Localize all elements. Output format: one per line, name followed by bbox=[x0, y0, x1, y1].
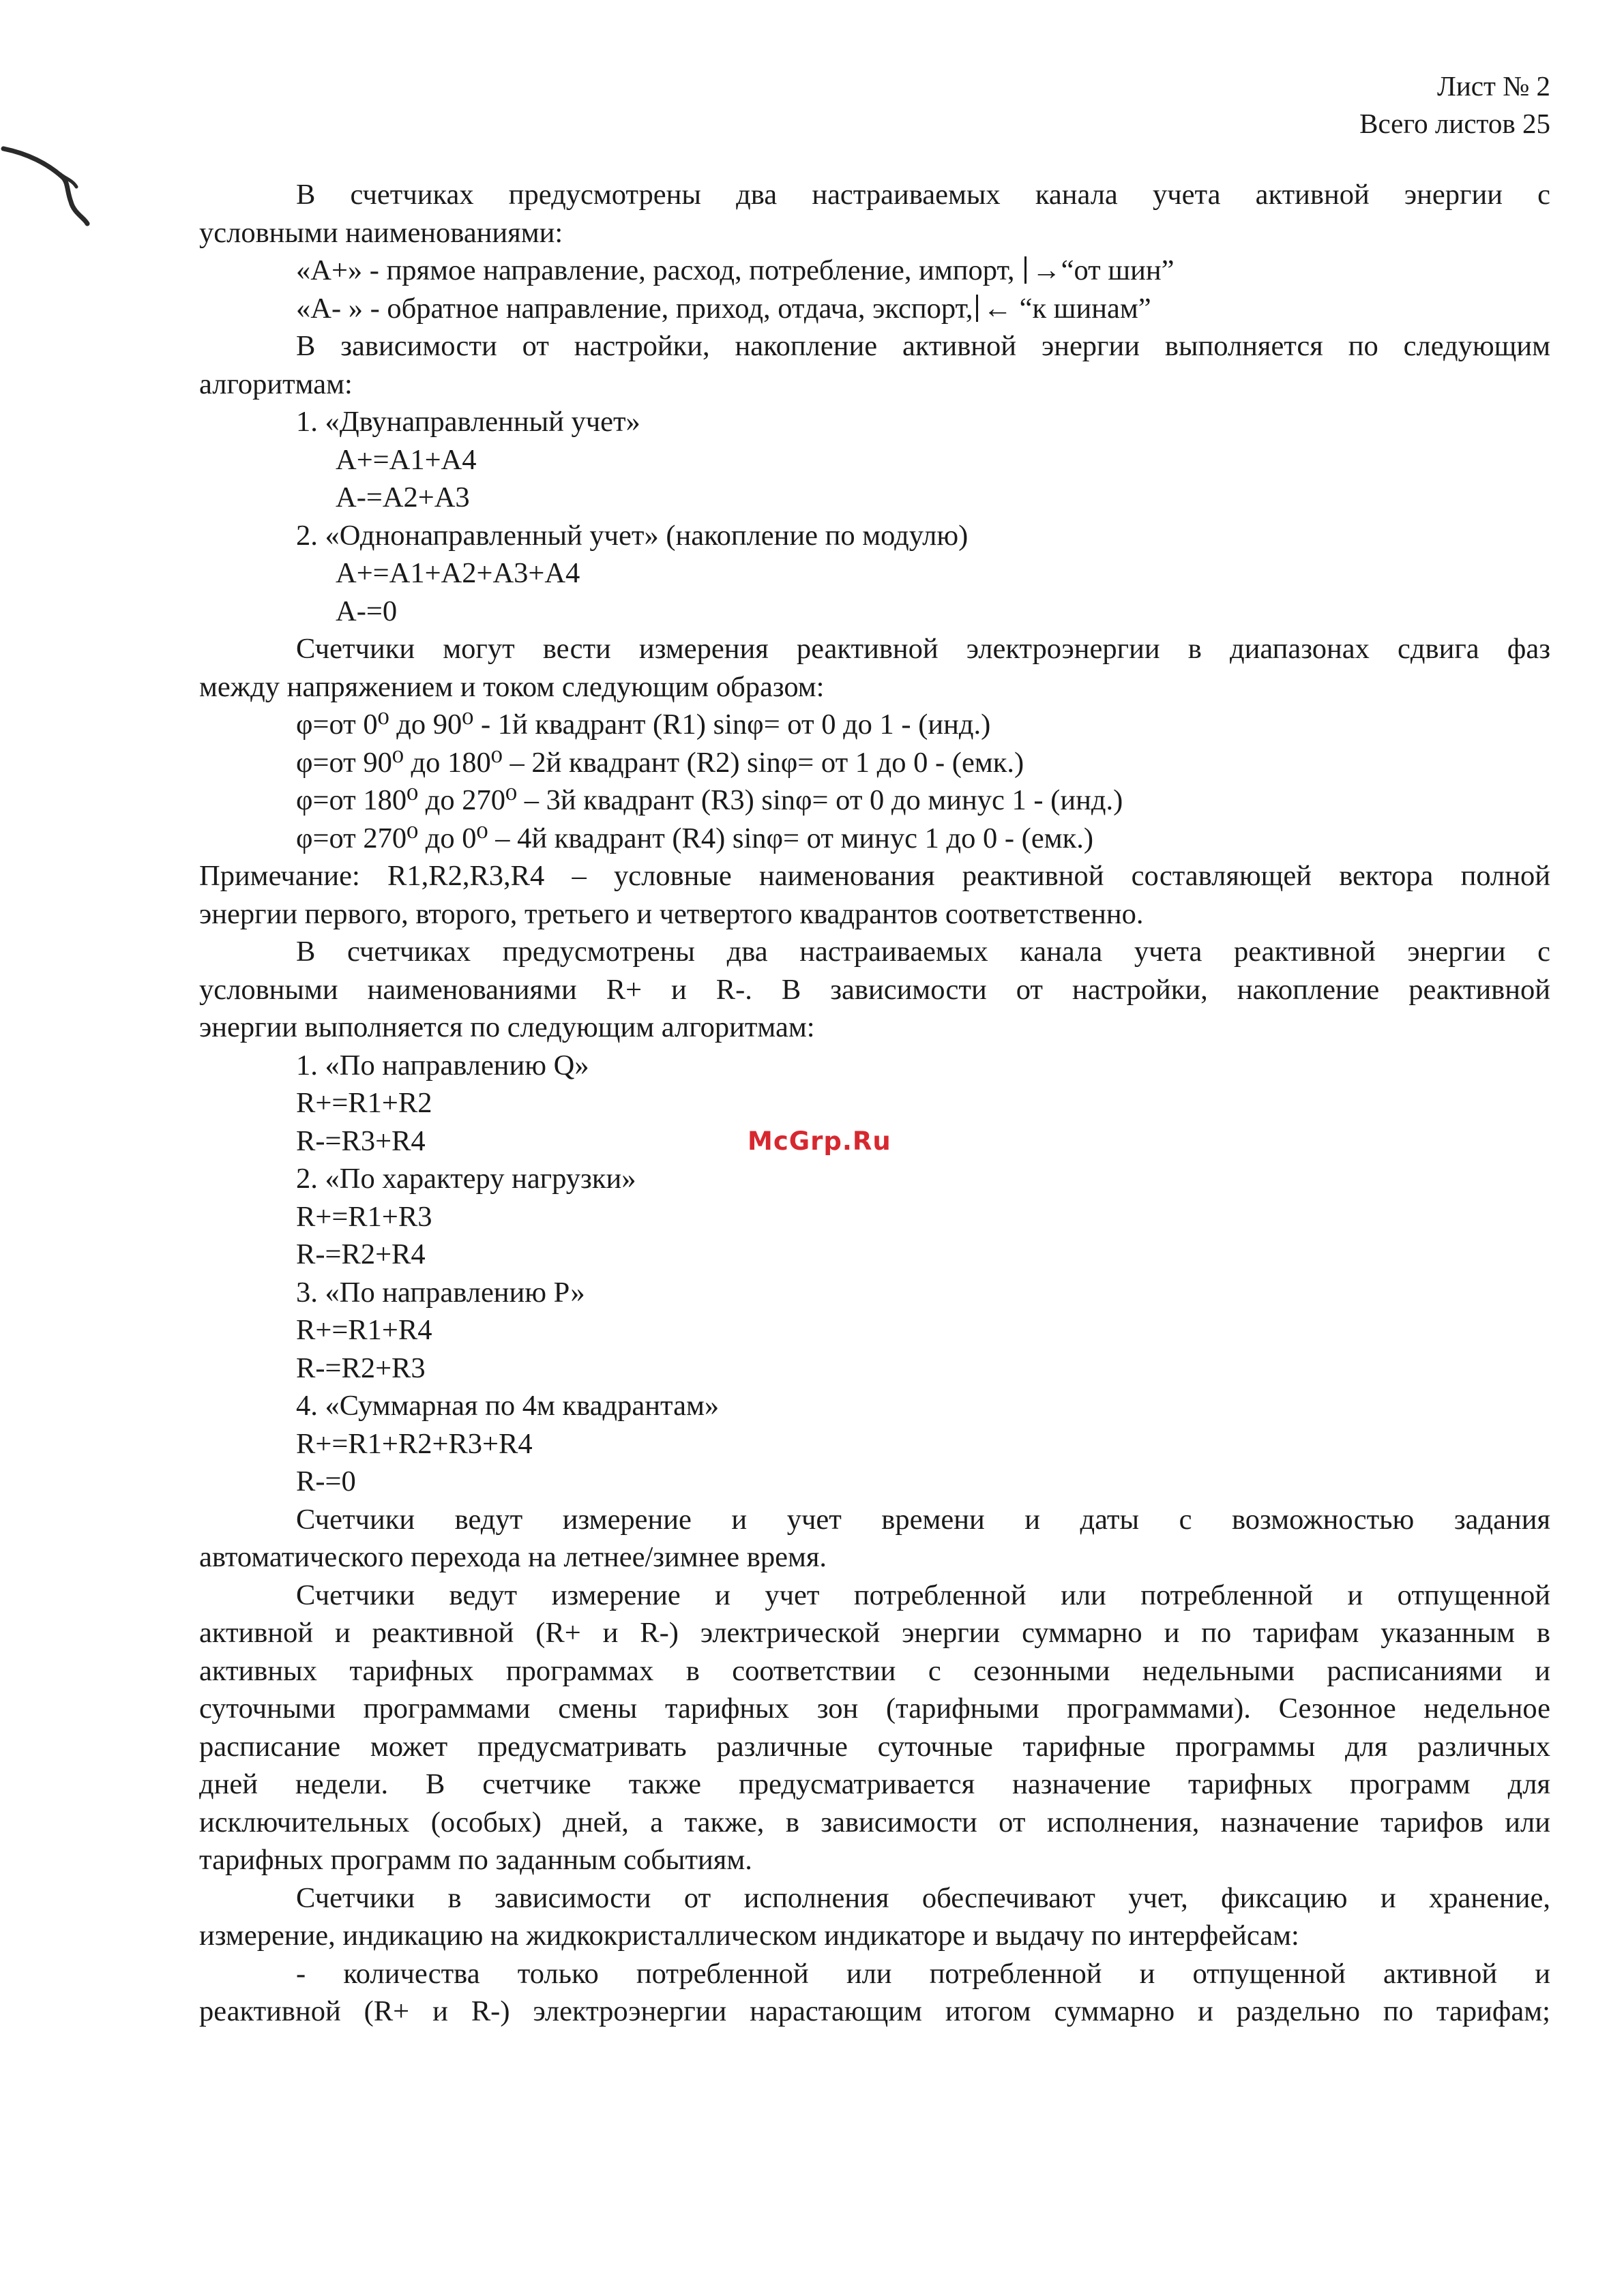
channel-a-minus-direction: ← “к шинам” bbox=[983, 292, 1151, 325]
sheet-number: Лист № 2 bbox=[1437, 70, 1550, 102]
algorithm-title: 4. «Суммарная по 4м квадрантам» bbox=[296, 1390, 720, 1422]
paragraph-line: дней недели. В счетчике также предусматривается назначение тарифных программ для bbox=[199, 1768, 1550, 1800]
list-item-line: реактивной (R+ и R-) электроэнергии нарастающим итогом суммарно и раздельно по тарифам; bbox=[199, 1995, 1550, 2027]
channel-a-plus-text: «А+» - прямое направление, расход, потребление, импорт, bbox=[296, 254, 1015, 286]
total-sheets: Всего листов 25 bbox=[1359, 108, 1550, 139]
paragraph-line: алгоритмам: bbox=[199, 368, 353, 400]
binding-mark-icon bbox=[0, 136, 102, 232]
paragraph-line: активной и реактивной (R+ и R-) электрической энергии суммарно и по тарифам указанным в bbox=[199, 1617, 1550, 1649]
formula: R+=R1+R2 bbox=[296, 1087, 432, 1119]
bus-bar-icon bbox=[1024, 256, 1027, 284]
channel-a-plus-direction: →“от шин” bbox=[1032, 254, 1175, 286]
paragraph-line: Счетчики ведут измерение и учет времени и даты с возможностью задания bbox=[296, 1503, 1550, 1536]
channel-a-plus bbox=[199, 252, 1550, 290]
note-line: энергии первого, второго, третьего и четвертого квадрантов соответственно. bbox=[199, 897, 1144, 930]
algorithm-title: 1. «По направлению Q» bbox=[296, 1049, 589, 1082]
algorithm-title: 1. «Двунаправленный учет» bbox=[296, 406, 640, 438]
algorithm-title: 3. «По направлению Р» bbox=[296, 1276, 585, 1309]
algorithm-title: 2. «Однонаправленный учет» (накопление по модулю) bbox=[296, 519, 969, 552]
paragraph-line: измерение, индикацию на жидкокристаллическом индикаторе и выдачу по интерфейсам: bbox=[199, 1920, 1299, 1952]
formula: А-=0 bbox=[336, 595, 398, 627]
quadrant-line: φ=от 0⁰ до 90⁰ - 1й квадрант (R1) sinφ= от 0 до 1 - (инд.) bbox=[296, 709, 991, 741]
paragraph-line: Счетчики могут вести измерения реактивной электроэнергии в диапазонах сдвига фаз bbox=[296, 633, 1550, 665]
formula: R+=R1+R3 bbox=[296, 1200, 432, 1233]
bus-bar-icon bbox=[976, 295, 978, 322]
formula: R+=R1+R2+R3+R4 bbox=[296, 1427, 533, 1460]
paragraph-line: Счетчики ведут измерение и учет потребленной или потребленной и отпущенной bbox=[296, 1579, 1550, 1611]
note-line: Примечание: R1,R2,R3,R4 – условные наименования реактивной составляющей вектора полной bbox=[199, 860, 1550, 892]
formula: R+=R1+R4 bbox=[296, 1314, 432, 1346]
document-body bbox=[199, 176, 1550, 2031]
formula: А+=А1+А4 bbox=[336, 443, 477, 476]
formula: А-=А2+А3 bbox=[336, 481, 470, 513]
paragraph-line: условными наименованиями: bbox=[199, 216, 563, 249]
paragraph-line: между напряжением и током следующим образом: bbox=[199, 670, 825, 703]
paragraph-line: расписание может предусматривать различные суточные тарифные программы для различных bbox=[199, 1730, 1550, 1763]
paragraph-line: суточными программами смены тарифных зон (тарифными программами). Сезонное недельное bbox=[199, 1693, 1550, 1725]
formula: R-=R2+R3 bbox=[296, 1352, 426, 1384]
quadrant-line: φ=от 270⁰ до 0⁰ – 4й квадрант (R4) sinφ= от минус 1 до 0 - (емк.) bbox=[296, 822, 1094, 854]
quadrant-line: φ=от 180⁰ до 270⁰ – 3й квадрант (R3) sinφ= от 0 до минус 1 - (инд.) bbox=[296, 784, 1123, 816]
algorithm-title: 2. «По характеру нагрузки» bbox=[296, 1163, 636, 1195]
paragraph-line: В счетчиках предусмотрены два настраиваемых канала учета реактивной энергии с bbox=[296, 936, 1550, 968]
paragraph-line: автоматического перехода на летнее/зимнее время. bbox=[199, 1541, 827, 1573]
paragraph-line: энергии выполняется по следующим алгоритмам: bbox=[199, 1011, 815, 1043]
formula: R-=R2+R4 bbox=[296, 1238, 426, 1270]
paragraph-line: активных тарифных программах в соответствии с сезонными недельными расписаниями и bbox=[199, 1654, 1550, 1687]
quadrant-line: φ=от 90⁰ до 180⁰ – 2й квадрант (R2) sinφ= от 1 до 0 - (емк.) bbox=[296, 746, 1024, 779]
channel-a-minus-text: «А- » - обратное направление, приход, отдача, экспорт, bbox=[296, 292, 973, 325]
paragraph-line: В зависимости от настройки, накопление активной энергии выполняется по следующим bbox=[296, 330, 1550, 362]
paragraph-line: условными наименованиями R+ и R-. В зависимости от настройки, накопление реактивной bbox=[199, 973, 1550, 1006]
channel-a-minus bbox=[199, 290, 1550, 328]
paragraph-line: Счетчики в зависимости от исполнения обеспечивают учет, фиксацию и хранение, bbox=[296, 1881, 1550, 1914]
formula: R-=R3+R4 bbox=[296, 1124, 426, 1157]
paragraph-line: исключительных (особых) дней, а также, в зависимости от исполнения, назначение тарифов или bbox=[199, 1806, 1550, 1838]
formula: А+=А1+А2+А3+А4 bbox=[336, 557, 580, 589]
paragraph-line: тарифных программ по заданным событиям. bbox=[199, 1844, 752, 1876]
watermark: McGrp.Ru bbox=[748, 1127, 891, 1156]
formula: R-=0 bbox=[296, 1465, 356, 1497]
paragraph-line: В счетчиках предусмотрены два настраиваемых канала учета активной энергии с bbox=[296, 179, 1550, 211]
list-item-line: - количества только потребленной или потребленной и отпущенной активной и bbox=[296, 1957, 1550, 1990]
